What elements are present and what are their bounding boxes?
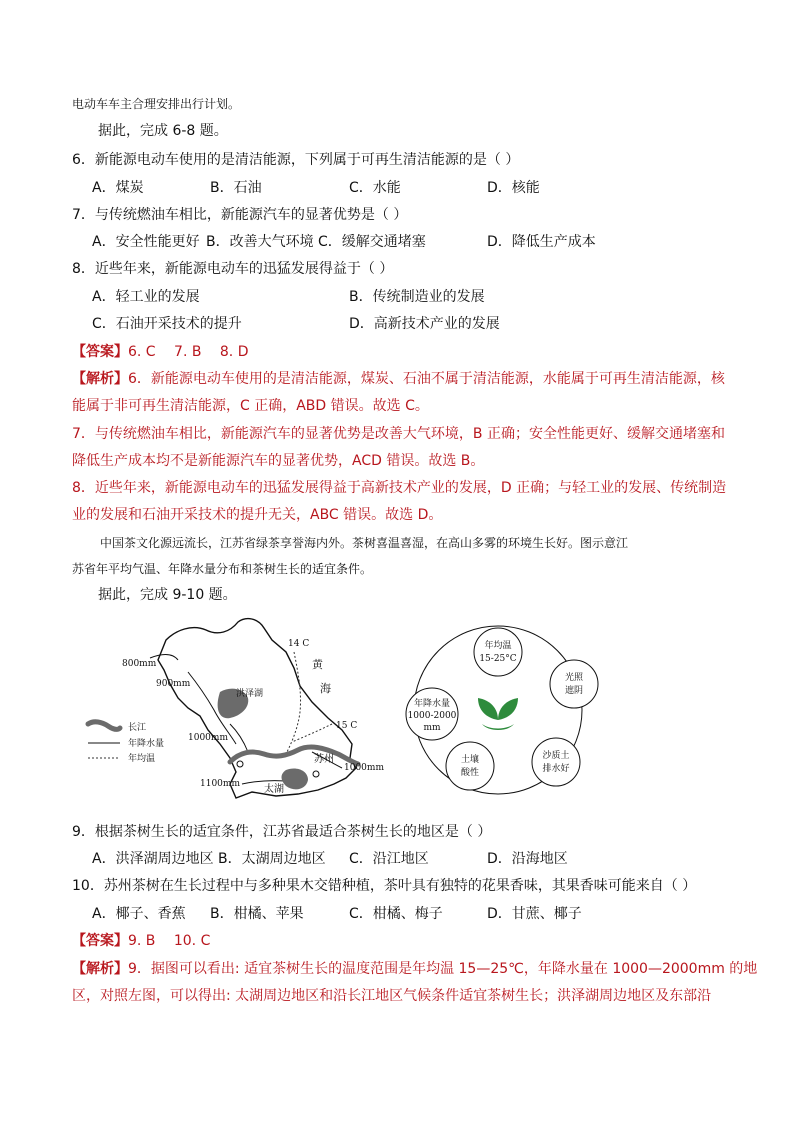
yangtze-river — [230, 747, 358, 764]
label-14c: 14 C — [288, 639, 310, 649]
tea-leaf-icon — [478, 698, 518, 730]
lake-tai — [282, 768, 309, 789]
isoline-15c — [292, 724, 332, 742]
answer-text: 9. B 10. C — [128, 933, 211, 949]
answer-tag: 【答案】 — [72, 933, 128, 949]
q6-option-b: B．石油 — [210, 180, 262, 196]
analysis-tag: 【解析】 — [72, 961, 128, 977]
q9-option-a: A．洪泽湖周边地区 — [92, 851, 214, 867]
svg-text:年降水量: 年降水量 — [413, 699, 451, 709]
q9-stem: 9．根据茶树生长的适宜条件，江苏省最适合茶树生长的地区是（ ） — [72, 824, 492, 840]
label-hongze-lake: 洪泽湖 — [236, 689, 264, 699]
analysis-9-10-line-2: 区，对照左图，可以得出: 太湖周边地区和沿长江地区气候条件适宜茶树生长；洪泽湖周边地区及东部沿 — [72, 988, 712, 1004]
analysis-9-10-line-1 — [72, 959, 757, 979]
q8-option-b: B．传统制造业的发展 — [349, 289, 485, 305]
analysis-6-8-line-6: 业的发展和石油开采技术的提升无关，ABC 错误。故选 D。 — [72, 507, 443, 523]
svg-text:酸性: 酸性 — [460, 768, 480, 778]
svg-text:15-25°C: 15-25°C — [479, 654, 517, 664]
jiangsu-tea-figure — [80, 612, 620, 802]
condition-node-light — [550, 660, 598, 708]
analysis-text: 9．据图可以看出: 适宜茶树生长的温度范围是年均温 15—25℃，年降水量在 1000—2000mm 的地 — [128, 961, 758, 977]
q9-option-d: D．沿海地区 — [487, 851, 568, 867]
intro-tail: 电动车车主合理安排出行计划。 — [72, 97, 241, 111]
answer-tag: 【答案】 — [72, 344, 128, 360]
svg-text:1000-2000: 1000-2000 — [407, 711, 457, 721]
label-tai-lake: 太湖 — [264, 784, 284, 795]
svg-text:mm: mm — [423, 723, 441, 733]
analysis-6-8-line-3: 7．与传统燃油车相比，新能源汽车的显著优势是改善大气环境，B 正确；安全性能更好、缓解交通堵塞和 — [72, 426, 725, 442]
analysis-6-8-line-4: 降低生产成本均不是新能源汽车的显著优势，ACD 错误。故选 B。 — [72, 453, 485, 469]
prompt-9-10: 据此，完成 9-10 题。 — [98, 587, 237, 603]
analysis-tag: 【解析】 — [72, 371, 128, 387]
q8-option-d: D．高新技术产业的发展 — [349, 316, 500, 332]
q7-option-c: C．缓解交通堵塞 — [318, 234, 426, 250]
condition-node-temperature — [474, 628, 522, 676]
q7-option-a: A．安全性能更好 — [92, 234, 200, 250]
figure-svg — [80, 612, 620, 802]
q10-stem: 10．苏州茶树在生长过程中与多种果木交错种植，茶叶具有独特的花果香味，其果香味可能来自（ ） — [72, 878, 697, 894]
analysis-6-8-line-5: 8．近些年来，新能源电动车的迅猛发展得益于高新技术产业的发展，D 正确；与轻工业的发展、传统制造 — [72, 480, 727, 496]
svg-text:年均温: 年均温 — [484, 641, 512, 651]
intro-9-10-line-2: 苏省年平均气温、年降水量分布和茶树生长的适宜条件。 — [72, 562, 373, 576]
q7-option-b: B．改善大气环境 — [206, 234, 314, 250]
svg-text:遮阴: 遮阴 — [564, 686, 584, 696]
city-suzhou-marker — [313, 771, 319, 777]
q7-option-d: D．降低生产成本 — [487, 234, 596, 250]
legend-river-symbol — [88, 722, 120, 729]
city-marker-west — [237, 761, 243, 767]
svg-text:沙质土: 沙质土 — [542, 751, 570, 761]
prompt-6-8: 据此，完成 6-8 题。 — [98, 123, 228, 139]
svg-text:排水好: 排水好 — [542, 764, 570, 774]
answer-9-10 — [72, 931, 210, 951]
q10-option-b: B．柑橘、苹果 — [210, 906, 304, 922]
legend-temp-label: 年均温 — [128, 754, 156, 764]
intro-9-10-line-1: 中国茶文化源远流长，江苏省绿茶享誉海内外。茶树喜温喜湿，在高山多雾的环境生长好。图示意江 — [100, 536, 629, 550]
label-sea-hai: 海 — [320, 682, 331, 695]
analysis-6-8-line-2: 能属于非可再生清洁能源，C 正确，ABD 错误。故选 C。 — [72, 398, 429, 414]
answer-text: 6. C 7. B 8. D — [128, 344, 249, 360]
label-1100mm: 1100mm — [200, 779, 240, 789]
analysis-6-8-line-1 — [72, 369, 725, 389]
label-suzhou: 苏州 — [314, 754, 334, 765]
label-1000mm-east: 1000mm — [344, 763, 384, 773]
svg-text:光照: 光照 — [564, 673, 584, 683]
answer-6-8 — [72, 342, 248, 362]
label-800mm: 800mm — [122, 659, 157, 669]
label-1000mm-west: 1000mm — [188, 733, 228, 743]
q6-option-a: A．煤炭 — [92, 180, 144, 196]
svg-text:土壤: 土壤 — [460, 755, 480, 765]
q6-option-d: D．核能 — [487, 180, 540, 196]
q8-option-a: A．轻工业的发展 — [92, 289, 200, 305]
q6-stem: 6．新能源电动车使用的是清洁能源，下列属于可再生清洁能源的是（ ） — [72, 152, 520, 168]
jiangsu-outline — [158, 619, 356, 798]
condition-node-precipitation — [406, 688, 458, 740]
label-sea-huang: 黄 — [312, 658, 323, 671]
q8-stem: 8．近些年来，新能源电动车的迅猛发展得益于（ ） — [72, 261, 394, 277]
q9-option-c: C．沿江地区 — [349, 851, 429, 867]
q7-stem: 7．与传统燃油车相比，新能源汽车的显著优势是（ ） — [72, 207, 408, 223]
q10-option-c: C．柑橘、梅子 — [349, 906, 443, 922]
label-15c: 15 C — [336, 721, 358, 731]
legend-river-label: 长江 — [128, 723, 147, 733]
condition-node-soil-acidity — [446, 742, 494, 790]
q9-option-b: B．太湖周边地区 — [218, 851, 326, 867]
q10-option-d: D．甘蔗、椰子 — [487, 906, 582, 922]
condition-node-sandy-soil — [532, 738, 580, 786]
q10-option-a: A．椰子、香蕉 — [92, 906, 186, 922]
label-900mm: 900mm — [156, 679, 191, 689]
analysis-text: 6．新能源电动车使用的是清洁能源，煤炭、石油不属于清洁能源，水能属于可再生清洁能源，核 — [128, 371, 725, 387]
q8-option-c: C．石油开采技术的提升 — [92, 316, 242, 332]
q6-option-c: C．水能 — [349, 180, 401, 196]
legend-precip-label: 年降水量 — [128, 739, 165, 749]
